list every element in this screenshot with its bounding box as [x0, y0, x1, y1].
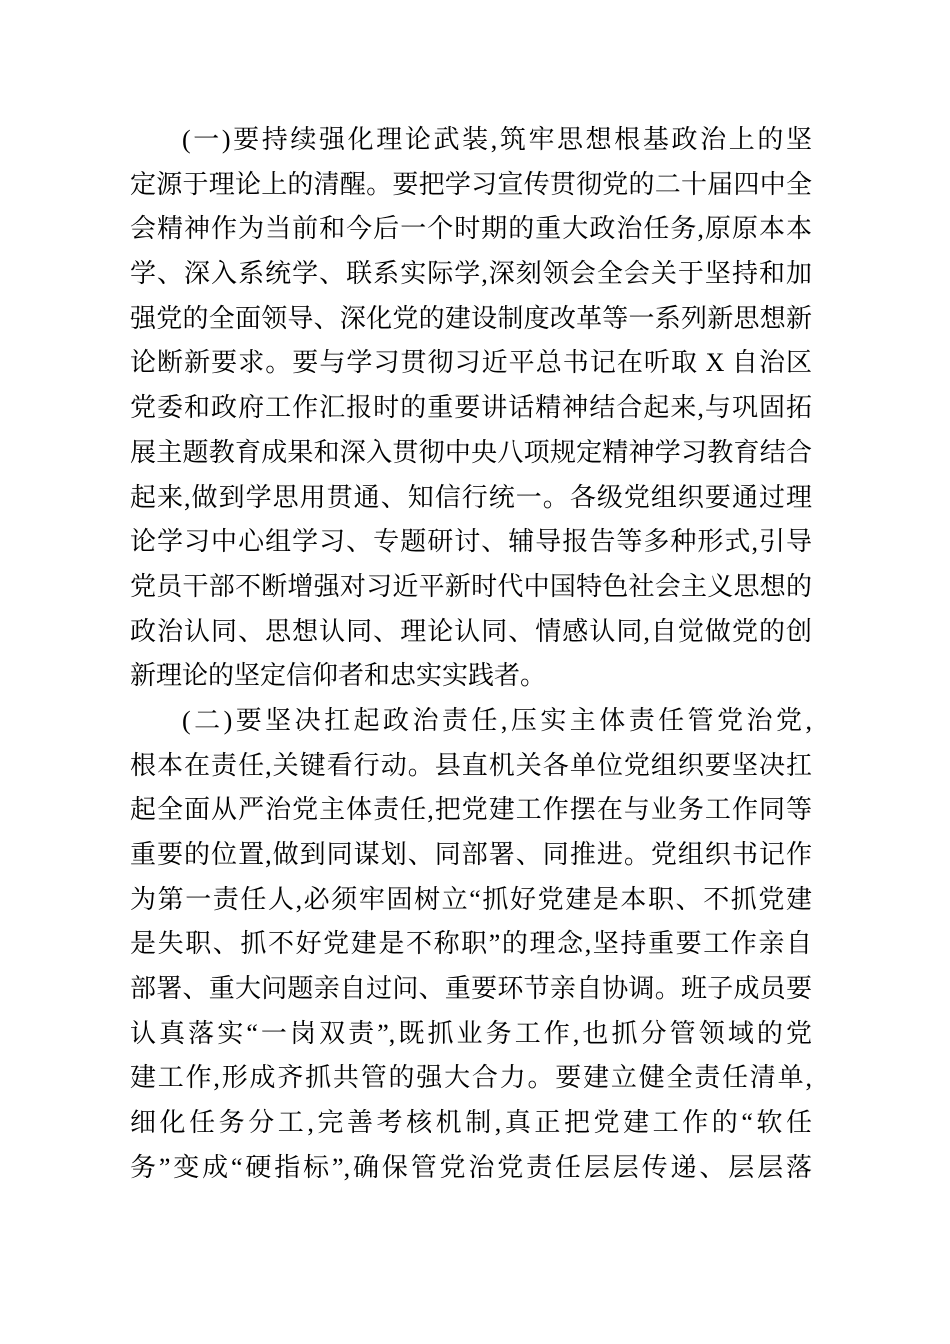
text-line: 论断新要求。要与学习贯彻习近平总书记在听取 X 自治区	[130, 348, 812, 378]
text-line: 强党的全面领导、深化党的建设制度改革等一系列新思想新	[130, 303, 812, 333]
text-line: 建工作,形成齐抓共管的强大合力。要建立健全责任清单,	[130, 1063, 812, 1093]
text-line: 会精神作为当前和今后一个时期的重大政治任务,原原本本	[130, 214, 812, 244]
text-line: 认真落实“一岗双责”,既抓业务工作,也抓分管领域的党	[130, 1018, 812, 1048]
text-line: 党员干部不断增强对习近平新时代中国特色社会主义思想的	[130, 571, 812, 601]
text-line: 新理论的坚定信仰者和忠实实践者。	[130, 661, 547, 691]
text-line: 起全面从严治党主体责任,把党建工作摆在与业务工作同等	[130, 795, 812, 825]
text-line: 党委和政府工作汇报时的重要讲话精神结合起来,与巩固拓	[130, 393, 812, 423]
text-line: 政治认同、思想认同、理论认同、情感认同,自觉做党的创	[130, 616, 812, 646]
text-line: 根本在责任,关键看行动。县直机关各单位党组织要坚决扛	[130, 750, 812, 780]
text-line: 细化任务分工,完善考核机制,真正把党建工作的“软任	[130, 1108, 812, 1138]
text-line: 论学习中心组学习、专题研讨、辅导报告等多种形式,引导	[130, 527, 812, 557]
text-line: 定源于理论上的清醒。要把学习宣传贯彻党的二十届四中全	[130, 169, 812, 199]
text-line: 展主题教育成果和深入贯彻中央八项规定精神学习教育结合	[130, 437, 812, 467]
text-line: 重要的位置,做到同谋划、同部署、同推进。党组织书记作	[130, 840, 812, 869]
text-line: 为第一责任人,必须牢固树立“抓好党建是本职、不抓党建	[130, 884, 812, 914]
text-line: 起来,做到学思用贯通、知信行统一。各级党组织要通过理	[130, 482, 812, 512]
paragraph-1	[130, 118, 812, 699]
text-line: 部署、重大问题亲自过问、重要环节亲自协调。班子成员要	[130, 974, 812, 1004]
text-line: 学、深入系统学、联系实际学,深刻领会全会关于坚持和加	[130, 259, 812, 289]
text-line: 是失职、抓不好党建是不称职”的理念,坚持重要工作亲自	[130, 929, 812, 959]
text-line: (二)要坚决扛起政治责任,压实主体责任管党治党,	[182, 705, 812, 735]
text-line: 务”变成“硬指标”,确保管党治党责任层层传递、层层落	[130, 1152, 812, 1182]
document-body	[130, 118, 812, 1191]
text-line: (一)要持续强化理论武装,筑牢思想根基政治上的坚	[182, 125, 812, 154]
paragraph-2	[130, 699, 812, 1191]
